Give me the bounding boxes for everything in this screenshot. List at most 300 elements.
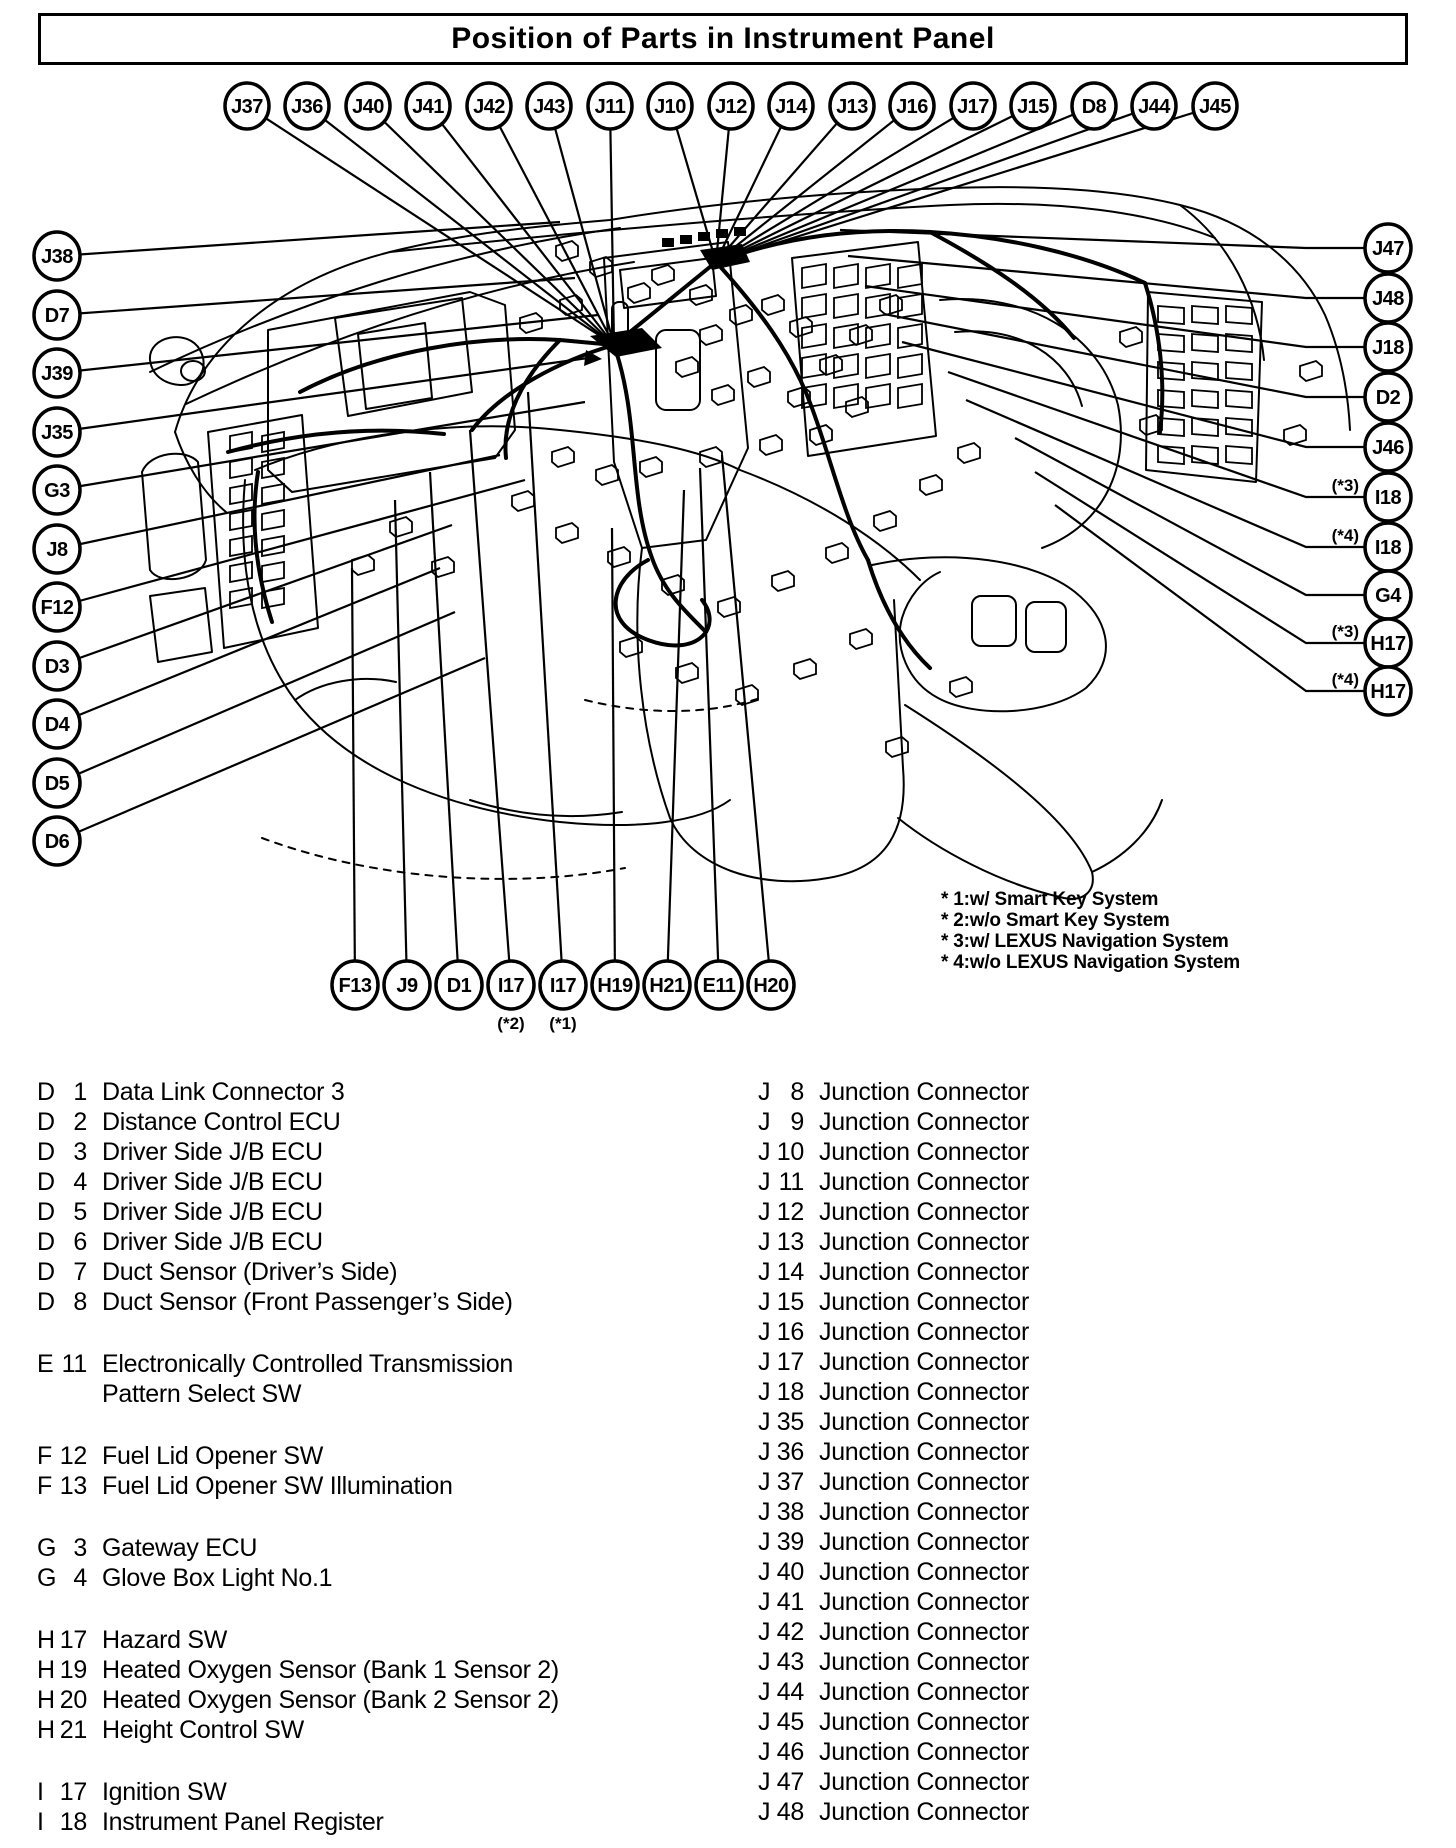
legend-part-name: Driver Side J/B ECU <box>102 1137 323 1166</box>
legend-row <box>758 1347 1029 1377</box>
legend-code: I 18 <box>37 1807 87 1836</box>
legend-part-name: Junction Connector <box>819 1647 1030 1676</box>
callout-J10 <box>648 83 692 129</box>
connector-box <box>712 385 734 405</box>
callout-label: E11 <box>702 975 736 997</box>
legend-row <box>37 1379 559 1409</box>
legend-group <box>37 1533 559 1593</box>
callout-label: J9 <box>396 975 418 997</box>
callout-label: J40 <box>352 96 384 118</box>
callout-D5 <box>34 759 80 807</box>
legend-part-name: Junction Connector <box>819 1737 1030 1766</box>
connector-box <box>850 325 872 345</box>
legend-part-name: Duct Sensor (Front Passenger’s Side) <box>102 1287 513 1316</box>
legend-row <box>758 1197 1029 1227</box>
callout-label: D3 <box>44 656 70 678</box>
callout-label: J17 <box>957 96 989 118</box>
legend-code: J 13 <box>758 1227 804 1256</box>
legend-row <box>37 1077 559 1107</box>
legend-part-name: Junction Connector <box>819 1347 1030 1376</box>
legend-row <box>758 1287 1029 1317</box>
callout-label: F13 <box>338 975 372 997</box>
junction-block-cell <box>866 354 890 378</box>
callout-label: G3 <box>44 480 70 502</box>
callout-J40 <box>346 83 390 129</box>
legend-code: F 13 <box>37 1471 87 1500</box>
connector-box <box>390 517 412 537</box>
legend-code: J 16 <box>758 1317 804 1346</box>
junction-block-cell <box>834 264 858 288</box>
connector-box <box>628 283 650 303</box>
connector-box <box>676 357 698 377</box>
connector-box <box>730 305 752 325</box>
legend-code: J 17 <box>758 1347 804 1376</box>
legend-code: J 12 <box>758 1197 804 1226</box>
leader-line <box>865 286 1388 347</box>
callout-label: J10 <box>654 96 686 118</box>
junction-block-cell <box>898 354 922 378</box>
legend-row <box>37 1349 559 1379</box>
leader-line <box>57 222 560 256</box>
connector-box <box>874 511 896 531</box>
junction-block-cell <box>1192 334 1218 352</box>
callout-D4 <box>34 700 80 748</box>
legend-code: J 15 <box>758 1287 804 1316</box>
callout-J46 <box>1365 423 1411 471</box>
connector-box <box>352 555 374 575</box>
callout-label: J16 <box>896 96 928 118</box>
legend-part-name: Driver Side J/B ECU <box>102 1197 323 1226</box>
legend-code: J 10 <box>758 1137 804 1166</box>
callout-label: J8 <box>46 539 68 561</box>
legend-part-name: Fuel Lid Opener SW <box>102 1441 324 1470</box>
callout-F12 <box>34 583 80 631</box>
legend-row <box>758 1647 1029 1677</box>
footnote-line: * 2:w/o Smart Key System <box>941 910 1170 931</box>
legend-code: D 4 <box>37 1167 87 1196</box>
footnote-block <box>941 889 1240 973</box>
callout-label: D7 <box>44 305 70 327</box>
legend-row <box>37 1441 559 1471</box>
legend-code: D 1 <box>37 1077 87 1106</box>
footnote-line: * 1:w/ Smart Key System <box>941 889 1159 910</box>
legend-part-name: Junction Connector <box>819 1197 1030 1226</box>
legend-row <box>37 1533 559 1563</box>
legend-row <box>37 1107 559 1137</box>
legend-row <box>37 1471 559 1501</box>
legend-part-name: Junction Connector <box>819 1077 1030 1106</box>
legend-code: J 11 <box>758 1167 804 1196</box>
connector-box <box>760 435 782 455</box>
legend-code: H 20 <box>37 1685 87 1714</box>
legend-part-name: Junction Connector <box>819 1677 1030 1706</box>
connector-box <box>846 397 868 417</box>
junction-block-cell <box>230 562 252 582</box>
legend-part-name: Junction Connector <box>819 1467 1030 1496</box>
leader-line <box>667 490 684 985</box>
callout-label: J36 <box>291 96 323 118</box>
legend-code: J 41 <box>758 1587 804 1616</box>
legend-code: J 40 <box>758 1557 804 1586</box>
legend-code: H 19 <box>37 1655 87 1684</box>
callout-label: J35 <box>41 422 73 444</box>
connector-box <box>640 457 662 477</box>
callout-note: (*4) <box>1331 526 1359 545</box>
leader-line <box>840 230 1388 248</box>
legend-part-name: Junction Connector <box>819 1107 1030 1136</box>
junction-block-cell <box>802 324 826 348</box>
callout-label: H21 <box>649 975 685 997</box>
callout-label: J43 <box>533 96 565 118</box>
legend-row <box>758 1797 1029 1827</box>
callout-D7 <box>34 291 80 339</box>
callout-label: J37 <box>231 96 263 118</box>
legend-code: J 45 <box>758 1707 804 1736</box>
legend-code: J 36 <box>758 1437 804 1466</box>
callout-label: D6 <box>44 831 70 853</box>
callout-label: J39 <box>41 363 73 385</box>
connector-box <box>676 663 698 683</box>
legend-row <box>758 1077 1029 1107</box>
callout-label: J12 <box>715 96 747 118</box>
callout-label: H17 <box>1370 633 1406 655</box>
leader-line <box>395 500 407 985</box>
junction-block-cell <box>834 354 858 378</box>
legend-group <box>37 1349 559 1409</box>
legend-code: J 39 <box>758 1527 804 1556</box>
legend-code: D 6 <box>37 1227 87 1256</box>
junction-block-cell <box>1192 306 1218 324</box>
callout-label: J13 <box>836 96 868 118</box>
callout-J45 <box>1193 83 1237 129</box>
legend-row <box>758 1557 1029 1587</box>
junction-block-cell <box>802 294 826 318</box>
callout-J18 <box>1365 323 1411 371</box>
connector-box <box>556 523 578 543</box>
leader-line <box>368 106 614 345</box>
legend-group <box>37 1777 559 1837</box>
junction-block-cell <box>802 354 826 378</box>
callout-label: D4 <box>44 714 70 736</box>
legend-part-name: Heated Oxygen Sensor (Bank 2 Sensor 2) <box>102 1685 559 1714</box>
legend-part-name: Junction Connector <box>819 1227 1030 1256</box>
legend-part-name: Junction Connector <box>819 1437 1030 1466</box>
connector-box <box>736 685 758 705</box>
legend-row <box>37 1197 559 1227</box>
callout-J16 <box>890 83 934 129</box>
leader-line <box>700 468 719 985</box>
callout-J44 <box>1132 83 1176 129</box>
legend-row <box>37 1685 559 1715</box>
junction-block-cell <box>1226 362 1252 380</box>
connector-box <box>1300 361 1322 381</box>
legend-part-name: Fuel Lid Opener SW Illumination <box>102 1471 453 1500</box>
legend-row <box>37 1227 559 1257</box>
legend-part-name: Data Link Connector 3 <box>102 1077 345 1106</box>
callout-label: I18 <box>1374 487 1402 509</box>
legend-part-name: Distance Control ECU <box>102 1107 341 1136</box>
callout-label: J47 <box>1372 238 1404 260</box>
leader-line <box>528 392 563 985</box>
callout-label: I17 <box>549 975 577 997</box>
callout-label: J11 <box>594 96 626 118</box>
junction-block-cell <box>834 294 858 318</box>
callout-note: (*4) <box>1331 670 1359 689</box>
connector-box <box>748 367 770 387</box>
legend-code: H 21 <box>37 1715 87 1744</box>
connector-box <box>1120 327 1142 347</box>
callout-J47 <box>1365 224 1411 272</box>
connector-box <box>762 295 784 315</box>
leader-line <box>430 472 459 985</box>
callout-G4 <box>1365 571 1411 619</box>
callout-note: (*3) <box>1331 476 1359 495</box>
leader-line <box>307 106 614 345</box>
legend-part-name: Junction Connector <box>819 1767 1030 1796</box>
legend-code: I 17 <box>37 1777 87 1806</box>
legend-row <box>758 1227 1029 1257</box>
legend-group <box>37 1625 559 1745</box>
junction-block-cell <box>230 484 252 504</box>
footnote-line: * 4:w/o LEXUS Navigation System <box>941 952 1240 973</box>
callout-I17 <box>540 961 586 1033</box>
callout-label: J38 <box>41 246 73 268</box>
legend-row <box>758 1587 1029 1617</box>
callout-label: J14 <box>775 96 807 118</box>
callout-H21 <box>644 961 690 1009</box>
callout-label: D8 <box>1081 96 1107 118</box>
connector-box <box>826 543 848 563</box>
callout-label: D5 <box>44 773 70 795</box>
legend-code: D 2 <box>37 1107 87 1136</box>
connector-box <box>652 265 674 285</box>
legend-code: J 43 <box>758 1647 804 1676</box>
legend-part-name: Driver Side J/B ECU <box>102 1167 323 1196</box>
junction-block-cell <box>1158 334 1184 352</box>
legend-row <box>758 1497 1029 1527</box>
callout-label: I17 <box>497 975 525 997</box>
junction-block-cell <box>866 264 890 288</box>
page-title-text: Position of Parts in Instrument Panel <box>451 22 995 55</box>
connector-box <box>820 355 842 375</box>
leader-line <box>57 658 485 841</box>
legend-part-name: Glove Box Light No.1 <box>102 1563 333 1592</box>
leader-line <box>57 278 575 315</box>
legend-row <box>758 1377 1029 1407</box>
callout-J15 <box>1011 83 1055 129</box>
connector-box <box>700 447 722 467</box>
legend-part-name: Junction Connector <box>819 1527 1030 1556</box>
legend-code: J 38 <box>758 1497 804 1526</box>
callout-J48 <box>1365 274 1411 322</box>
legend-row <box>758 1167 1029 1197</box>
callout-J42 <box>467 83 511 129</box>
legend-part-name: Heated Oxygen Sensor (Bank 1 Sensor 2) <box>102 1655 559 1684</box>
legend-part-name: Junction Connector <box>819 1257 1030 1286</box>
callout-H19 <box>592 961 638 1009</box>
callout-label: I18 <box>1374 537 1402 559</box>
legend-code: J 44 <box>758 1677 804 1706</box>
leader-line <box>352 568 355 985</box>
connector-box <box>512 491 534 511</box>
junction-block-cell <box>866 384 890 408</box>
callout-J11 <box>588 83 632 129</box>
legend-code: J 48 <box>758 1797 804 1826</box>
connector-box <box>552 447 574 467</box>
legend-row <box>37 1655 559 1685</box>
legend-part-name: Junction Connector <box>819 1557 1030 1586</box>
legend-code: J 37 <box>758 1467 804 1496</box>
junction-block-cell <box>802 264 826 288</box>
legend-row <box>758 1437 1029 1467</box>
legend-row <box>758 1527 1029 1557</box>
legend-left-column <box>37 1077 559 1837</box>
callout-D3 <box>34 642 80 690</box>
callout-F13 <box>332 961 378 1009</box>
legend-row <box>37 1807 559 1837</box>
callout-J37 <box>225 83 269 129</box>
legend-code: J 14 <box>758 1257 804 1286</box>
junction-block-cell <box>898 264 922 288</box>
callout-label: J48 <box>1372 288 1404 310</box>
callout-D1 <box>436 961 482 1009</box>
connector-box <box>556 241 578 261</box>
callout-label: D1 <box>446 975 472 997</box>
junction-block-cell <box>230 510 252 530</box>
callout-note: (*3) <box>1331 622 1359 641</box>
legend-group <box>37 1441 559 1501</box>
legend-row <box>37 1287 559 1317</box>
legend-code: D 8 <box>37 1287 87 1316</box>
callout-label: H17 <box>1370 681 1406 703</box>
legend-code: J 47 <box>758 1767 804 1796</box>
junction-block-cell <box>1192 390 1218 408</box>
legend-part-name: Junction Connector <box>819 1617 1030 1646</box>
legend-part-name: Instrument Panel Register <box>102 1807 384 1836</box>
legend-part-name: Junction Connector <box>819 1137 1030 1166</box>
callout-label: F12 <box>40 597 74 619</box>
legend-row <box>758 1707 1029 1737</box>
callout-label: D2 <box>1375 387 1401 409</box>
legend-row <box>758 1317 1029 1347</box>
callout-J13 <box>830 83 874 129</box>
legend-part-name: Height Control SW <box>102 1715 304 1744</box>
legend-row <box>37 1257 559 1287</box>
legend-row <box>758 1107 1029 1137</box>
callout-D2 <box>1365 373 1411 421</box>
legend-row <box>37 1137 559 1167</box>
legend-code: E 11 <box>37 1349 87 1378</box>
legend-group <box>37 1077 559 1317</box>
legend-row <box>37 1715 559 1745</box>
callout-H20 <box>748 961 794 1009</box>
legend-code: H 17 <box>37 1625 87 1654</box>
legend-code: J 35 <box>758 1407 804 1436</box>
legend-code: J 46 <box>758 1737 804 1766</box>
legend-part-name: Driver Side J/B ECU <box>102 1227 323 1256</box>
legend-code: D 7 <box>37 1257 87 1286</box>
legend-row <box>758 1257 1029 1287</box>
callout-label: J45 <box>1199 96 1231 118</box>
junction-block-cell <box>898 384 922 408</box>
callout-J8 <box>34 525 80 573</box>
legend-row <box>37 1625 559 1655</box>
callout-J14 <box>769 83 813 129</box>
legend-row <box>758 1407 1029 1437</box>
dashboard-dashed-lines <box>262 698 760 879</box>
legend-part-name: Junction Connector <box>819 1287 1030 1316</box>
legend-part-name: Ignition SW <box>102 1777 227 1806</box>
callout-J35 <box>34 408 80 456</box>
wiring-harness <box>228 231 1162 668</box>
legend-code: F 12 <box>37 1441 87 1470</box>
footnote-line: * 3:w/ LEXUS Navigation System <box>941 931 1229 952</box>
legend-part-name: Junction Connector <box>819 1587 1030 1616</box>
leader-line <box>902 342 1388 447</box>
legend-code: J 9 <box>758 1107 804 1136</box>
legend-code: J 18 <box>758 1377 804 1406</box>
callout-label: H20 <box>753 975 789 997</box>
legend-row <box>758 1677 1029 1707</box>
legend-part-name: Junction Connector <box>819 1707 1030 1736</box>
junction-block-cell <box>1226 446 1252 464</box>
callout-D6 <box>34 817 80 865</box>
callout-label: H19 <box>597 975 633 997</box>
callout-J41 <box>406 83 450 129</box>
legend-code: D 3 <box>37 1137 87 1166</box>
junction-block-cell <box>1158 306 1184 324</box>
leader-line <box>848 256 1388 298</box>
legend-row <box>758 1767 1029 1797</box>
callout-I17 <box>488 961 534 1033</box>
legend-row <box>37 1777 559 1807</box>
legend-code: J 8 <box>758 1077 804 1106</box>
legend-code: J 42 <box>758 1617 804 1646</box>
legend-part-name: Duct Sensor (Driver’s Side) <box>102 1257 398 1286</box>
legend-code: G 4 <box>37 1563 87 1592</box>
legend-row <box>758 1737 1029 1767</box>
connector-box <box>596 465 618 485</box>
connector-box <box>920 475 942 495</box>
callout-J17 <box>951 83 995 129</box>
leader-line <box>57 315 598 373</box>
callout-G3 <box>34 466 80 514</box>
legend-right-column <box>758 1077 1029 1827</box>
callout-D8 <box>1072 83 1116 129</box>
legend-part-name: Gateway ECU <box>102 1533 258 1562</box>
junction-block-cell <box>230 536 252 556</box>
callout-label: J44 <box>1138 96 1170 118</box>
callout-J36 <box>285 83 329 129</box>
connector-box <box>772 571 794 591</box>
junction-block-cell <box>262 510 284 530</box>
callout-label: J46 <box>1372 437 1404 459</box>
legend-part-name: Junction Connector <box>819 1377 1030 1406</box>
callout-note: (*2) <box>497 1014 525 1033</box>
callout-J9 <box>384 961 430 1009</box>
callout-E11 <box>696 961 742 1009</box>
junction-block-cell <box>262 562 284 582</box>
connector-box <box>700 325 722 345</box>
junction-block-cell <box>1226 390 1252 408</box>
legend-code: G 3 <box>37 1533 87 1562</box>
legend-row <box>758 1137 1029 1167</box>
legend-part-name: Junction Connector <box>819 1797 1030 1826</box>
callout-note: (*1) <box>549 1014 577 1033</box>
legend-part-name: Hazard SW <box>102 1625 228 1654</box>
connector-box <box>950 677 972 697</box>
callout-label: J41 <box>412 96 444 118</box>
